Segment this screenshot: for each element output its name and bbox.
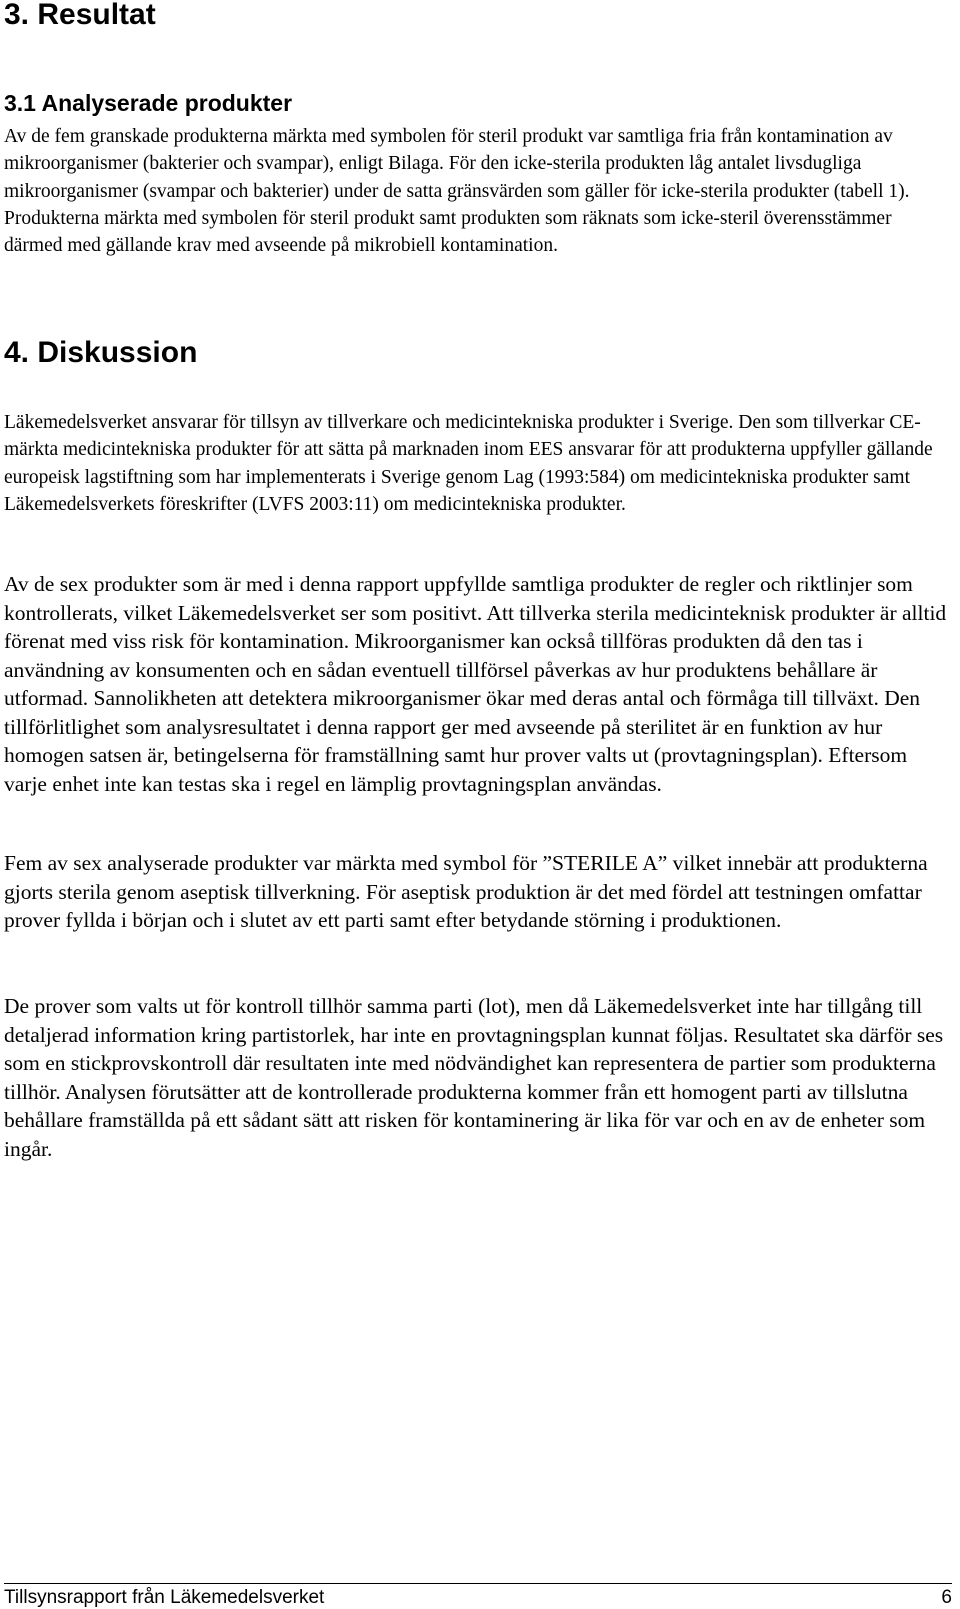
- discussion-paragraph-1: Läkemedelsverket ansvarar för tillsyn av tillverkare och medicintekniska produkter i Sverige. Den som tillverkar CE-märkta medicintekniska produkter för att sätta på marknaden inom EES ansvarar för att produkterna uppfyller gällande europeisk lagstiftning som har implementerats i Sverige genom Lag (1993:584) om medicintekniska produkter samt Läkemedelsverkets föreskrifter (LVFS 2003:11) om medicintekniska produkter.: [4, 412, 933, 515]
- document-page: [4, 0, 952, 1608]
- discussion-heading: 4. Diskussion: [4, 336, 198, 369]
- page-number: 6: [941, 1587, 952, 1608]
- discussion-paragraph-2: Av de sex produkter som är med i denna rapport uppfyllde samtliga produkter de regler och riktlinjer som kontrollerats, vilket Läkemedelsverket ser som positivt. Att tillverka sterila medicinteknisk produkter är alltid förenat med viss risk för kontamination. Mikroorganismer kan också tillföras produkten då den tas i användning av konsumenten och en sådan eventuell tillförsel påverkas av hur produktens behållare är utformad. Sannolikheten att detektera mikroorganismer ökar med deras antal och förmåga till tillväxt. Den tillförlitlighet som analysresultatet i denna rapport ger med avseende på sterilitet är en funktion av hur homogen satsen är, betingelserna för framställning samt hur prover valts ut (provtagningsplan). Eftersom varje enhet inte kan testas ska i regel en lämplig provtagningsplan användas.: [4, 572, 947, 796]
- footer-title: Tillsynsrapport från Läkemedelsverket: [4, 1587, 325, 1608]
- analysed-products-paragraph: Av de fem granskade produkterna märkta med symbolen för steril produkt var samtliga fria från kontamination av mikroorganismer (bakterier och svampar), enligt Bilaga. För den icke-sterila produkten låg antalet livsdugliga mikroorganismer (svampar och bakterier) under de satta gränsvärden som gäller för icke-sterila produkter (tabell 1). Produkterna märkta med symbolen för steril produkt samt produkten som räknats som icke-steril överensstämmer därmed med gällande krav med avseende på mikrobiell kontamination.: [4, 126, 910, 257]
- analysed-products-heading: 3.1 Analyserade produkter: [4, 90, 293, 116]
- results-heading: 3. Resultat: [4, 0, 156, 31]
- discussion-paragraph-4: De prover som valts ut för kontroll tillhör samma parti (lot), men då Läkemedelsverket inte har tillgång till detaljerad information kring partistorlek, har inte en provtagningsplan kunnat följas. Resultatet ska därför ses som en stickprovskontroll där resultaten inte med nödvändighet kan representera de partier som produkterna tillhör. Analysen förutsätter att de kontrollerade produkterna kommer från ett homogent parti av tillslutna behållare framställda på ett sådant sätt att risken för kontaminering är lika för var och en av de enheter som ingår.: [4, 994, 944, 1161]
- discussion-paragraph-3: Fem av sex analyserade produkter var märkta med symbol för ”STERILE A” vilket innebär att produkterna gjorts sterila genom aseptisk tillverkning. För aseptisk produktion är det med fördel att testningen omfattar prover fyllda i början och i slutet av ett parti samt efter betydande störning i produktionen.: [4, 851, 928, 932]
- page-footer: [4, 1583, 952, 1609]
